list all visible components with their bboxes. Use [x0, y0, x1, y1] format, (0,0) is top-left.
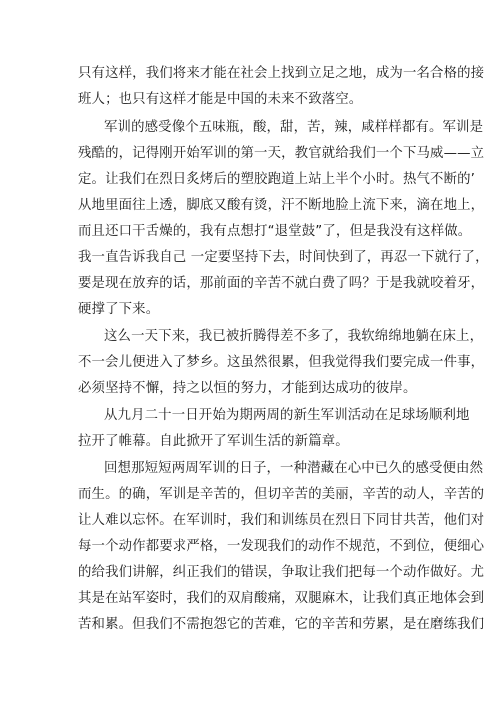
text-line: 拉开了帷幕。自此掀开了军训生活的新篇章。 [78, 434, 349, 449]
text-line: 苦和累。但我们不需抱怨它的苦难，它的辛苦和劳累，是在磨练我们 [78, 617, 485, 632]
text-line: 每一个动作都要求严格，一发现我们的动作不规范，不到位，便细心 [78, 539, 485, 554]
text-line: 必须坚持不懈，持之以恒的努力，才能到达成功的彼岸。 [78, 381, 417, 396]
paragraph-start-line: 这么一天下来，我已被折腾得差不多了，我软绵绵地躺在床上， [104, 329, 484, 344]
text-line: 只有这样，我们将来才能在社会上找到立足之地，成为一名合格的接 [78, 66, 485, 81]
text-line: 定。让我们在烈日炙烤后的塑胶跑道上站上半个小时。热气不断的’ [78, 172, 476, 187]
text-line: 硬撑了下来。 [78, 302, 160, 317]
text-line: 要是现在放弃的话，那前面的辛苦不就白费了吗？于是我就咬着牙， [78, 276, 485, 291]
text-line: 而且还口干舌燥的，我有点想打“退堂鼓”了，但是我没有这样做。 [78, 224, 472, 239]
paragraph-start-line: 军训的感受像个五味瓶，酸，甜，苦，辣，咸样样都有。军训是 [104, 120, 484, 135]
text-line: 残酷的，记得刚开始军训的第一天，教官就给我们一个下马威——立 [78, 146, 485, 161]
text-line: 让人难以忘怀。在军训时，我们和训练员在烈日下同甘共苦，他们对 [78, 513, 485, 528]
text-line: 我一直告诉我自己 一定要坚持下去，时间快到了，再忍一下就行了， [78, 250, 489, 265]
text-line: 的给我们讲解，纠正我们的错误，争取让我们把每一个动作做好。尤 [78, 565, 485, 580]
text-line: 不一会儿便进入了梦乡。这虽然很累，但我觉得我们要完成一件事， [78, 355, 485, 370]
text-line: 而生。的确，军训是辛苦的，但切辛苦的美丽，辛苦的动人，辛苦的 [78, 487, 485, 502]
text-line: 从地里面往上透，脚底又酸有烫，汗不断地脸上流下来，滴在地上， [78, 198, 485, 213]
text-line: 其是在站军姿时，我们的双肩酸痛，双腿麻木，让我们真正地体会到 [78, 591, 485, 606]
text-line: 班人；也只有这样才能是中国的未来不致落空。 [78, 92, 363, 107]
paragraph-start-line: 回想那短短两周军训的日子，一种潜藏在心中已久的感受便由然 [104, 461, 484, 476]
paragraph-start-line: 从九月二十一日开始为期两周的新生军训活动在足球场顺利地 [104, 408, 470, 423]
